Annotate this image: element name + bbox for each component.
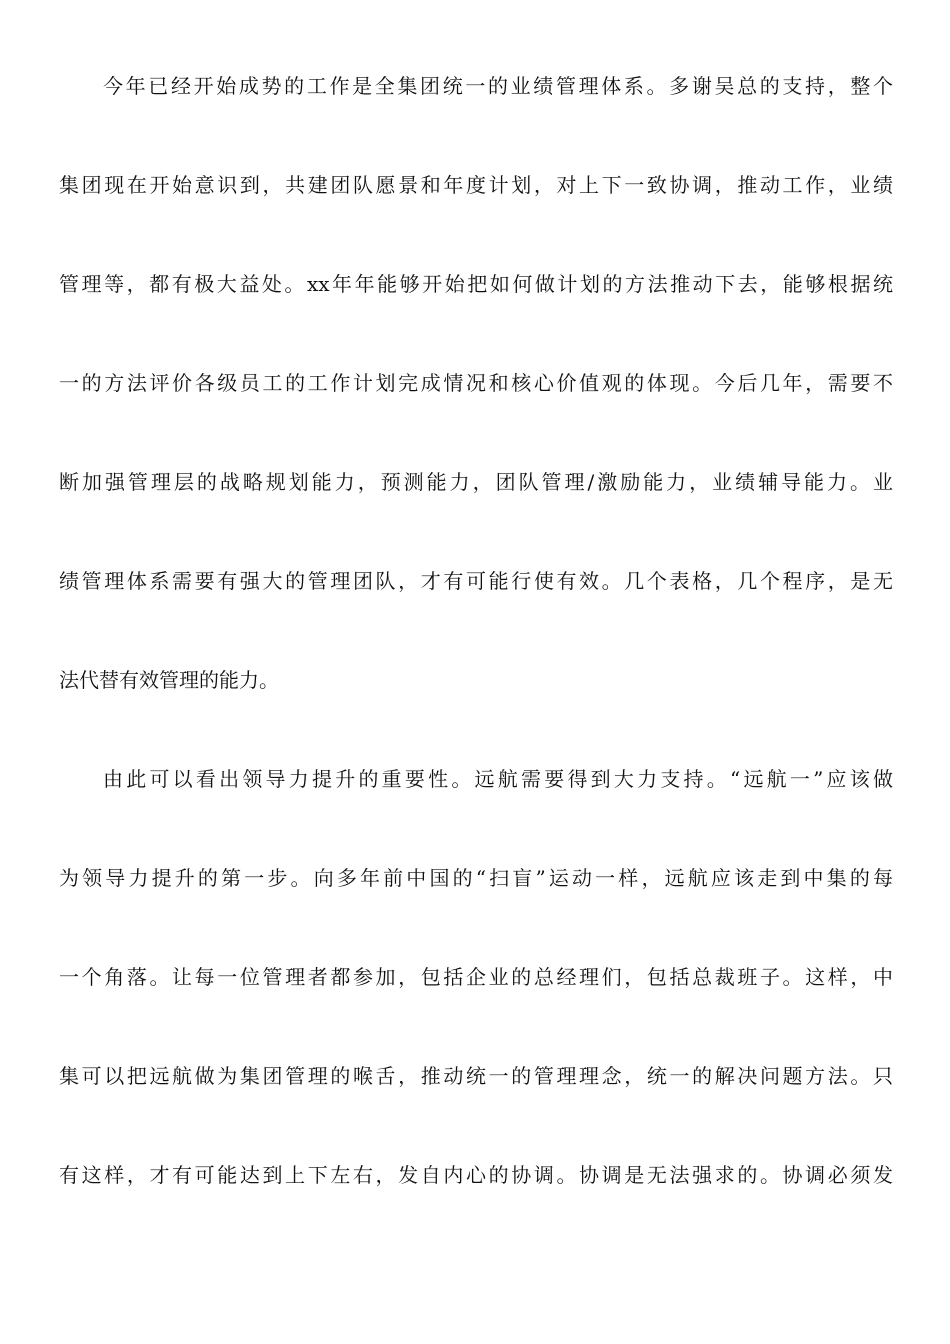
paragraph-line: 集团现在开始意识到，共建团队愿景和年度计划，对上下一致协调，推动工作，业绩: [59, 173, 893, 197]
paragraph-line: 法代替有效管理的能力。: [59, 668, 279, 692]
paragraph-1: [59, 67, 893, 760]
paragraph-line: 断加强管理层的战略规划能力，预测能力，团队管理/激励能力，业绩辅导能力。业: [59, 470, 893, 494]
paragraph-line: 有这样，才有可能达到上下左右，发自内心的协调。协调是无法强求的。协调必须发: [59, 1163, 893, 1187]
document-body: [59, 67, 893, 1255]
paragraph-line: 一个角落。让每一位管理者都参加，包括企业的总经理们，包括总裁班子。这样，中: [59, 965, 893, 989]
paragraph-line: 管理等，都有极大益处。xx年年能够开始把如何做计划的方法推动下去，能够根据统: [59, 272, 893, 296]
paragraph-line: 由此可以看出领导力提升的重要性。远航需要得到大力支持。“远航一”应该做: [103, 767, 893, 791]
paragraph-2: [59, 760, 893, 1255]
paragraph-line: 今年已经开始成势的工作是全集团统一的业绩管理体系。多谢吴总的支持，整个: [103, 74, 893, 98]
paragraph-line: 为领导力提升的第一步。向多年前中国的“扫盲”运动一样，远航应该走到中集的每: [59, 866, 893, 890]
paragraph-line: 一的方法评价各级员工的工作计划完成情况和核心价值观的体现。今后几年，需要不: [59, 371, 893, 395]
paragraph-line: 集可以把远航做为集团管理的喉舌，推动统一的管理理念，统一的解决问题方法。只: [59, 1064, 893, 1088]
paragraph-line: 绩管理体系需要有强大的管理团队，才有可能行使有效。几个表格，几个程序，是无: [59, 569, 893, 593]
